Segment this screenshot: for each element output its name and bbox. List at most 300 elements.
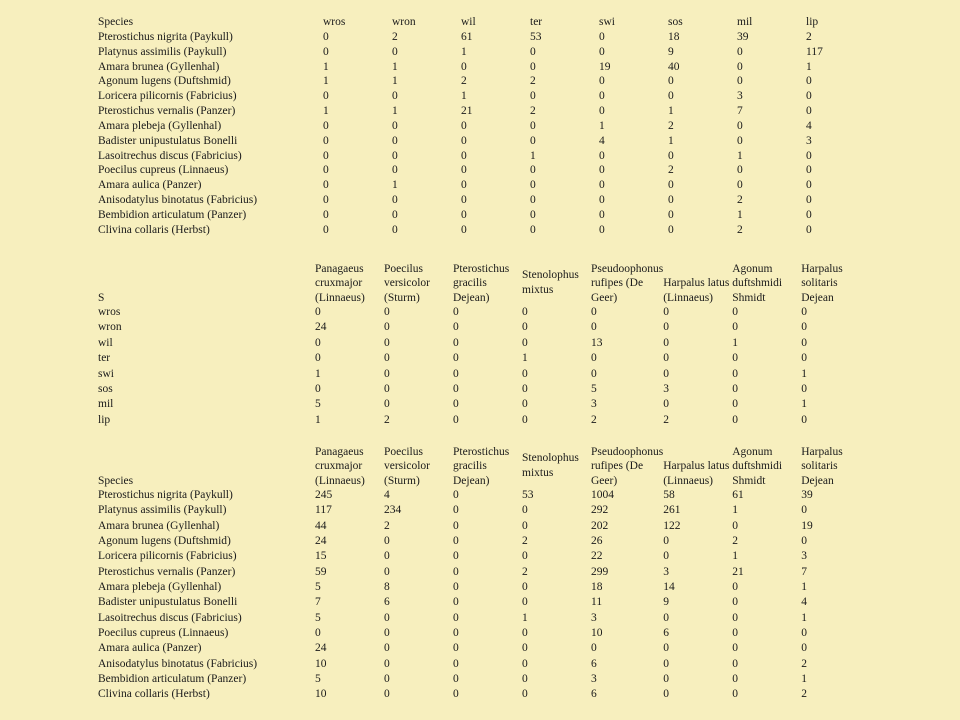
table-row — [98, 134, 846, 149]
table-cell: 0 — [801, 627, 807, 640]
table-cell: 0 — [392, 149, 398, 162]
column-header: Agonum duftshmidi Shmidt — [732, 445, 783, 487]
row-label: swi — [98, 367, 114, 380]
table-cell: 0 — [384, 398, 390, 411]
row-label: wron — [98, 321, 122, 334]
table-cell: 0 — [453, 611, 459, 624]
row-label: Amara plebeja (Gyllenhal) — [98, 581, 222, 594]
table-row — [98, 30, 846, 45]
table-cell: 21 — [461, 105, 473, 118]
table-cell: 0 — [453, 627, 459, 640]
table-cell: 1 — [392, 179, 398, 192]
table-cell: 0 — [530, 164, 536, 177]
table-cell: 0 — [453, 352, 459, 365]
table-cell: 0 — [522, 688, 528, 701]
column-header: Stenolophus mixtus — [522, 452, 579, 479]
table-row — [98, 178, 846, 193]
table-cell: 18 — [591, 581, 603, 594]
table-cell: 0 — [732, 581, 738, 594]
table-cell: 9 — [663, 596, 669, 609]
table-cell: 0 — [453, 596, 459, 609]
table-cell: 2 — [461, 75, 467, 88]
row-label: Amara brunea (Gyllenhal) — [98, 519, 220, 532]
table-cell: 3 — [663, 565, 669, 578]
table-cell: 0 — [453, 688, 459, 701]
table-cell: 0 — [461, 164, 467, 177]
table-cell: 0 — [392, 164, 398, 177]
table-cell: 0 — [461, 119, 467, 132]
table-cell: 0 — [732, 627, 738, 640]
row-label: Anisodatylus binotatus (Fabricius) — [98, 194, 258, 207]
table-row — [98, 193, 846, 208]
table-cell: 0 — [522, 383, 528, 396]
table-cell: 0 — [530, 119, 536, 132]
row-label: Agonum lugens (Duftshmid) — [98, 75, 231, 88]
table-cell: 59 — [315, 565, 327, 578]
table-cell: 0 — [453, 367, 459, 380]
row-label: Pterostichus nigrita (Paykull) — [98, 30, 233, 43]
table-cell: 0 — [599, 223, 605, 236]
table-cell: 0 — [663, 688, 669, 701]
table-row — [98, 488, 853, 503]
table-row — [98, 611, 853, 626]
column-header: Panagaeus cruxmajor (Linnaeus) — [315, 262, 365, 304]
table-cell: 0 — [732, 367, 738, 380]
table-cell: 4 — [384, 489, 390, 501]
table-cell: 0 — [737, 45, 743, 58]
table-row — [98, 657, 853, 672]
table-cell: 5 — [315, 398, 321, 411]
header-row — [98, 443, 853, 488]
table-cell: 0 — [522, 596, 528, 609]
column-header: Agonum duftshmidi Shmidt — [732, 262, 783, 304]
table-cell: 1 — [461, 45, 467, 58]
species-cooccurrence-table — [98, 443, 853, 703]
table-cell: 1 — [801, 673, 807, 686]
table-cell: 13 — [591, 336, 603, 349]
row-label: Clivina collaris (Herbst) — [98, 688, 210, 701]
table-cell: 0 — [461, 208, 467, 221]
table-cell: 11 — [591, 596, 603, 609]
row-label: Badister unipustulatus Bonelli — [98, 596, 238, 609]
table-cell: 1004 — [591, 489, 614, 501]
table-cell: 0 — [591, 367, 597, 380]
row-label: Loricera pilicornis (Fabricius) — [98, 90, 237, 103]
table-cell: 61 — [732, 489, 744, 501]
table-cell: 0 — [663, 352, 669, 365]
table-row — [98, 367, 853, 382]
table-row — [98, 208, 846, 223]
table-cell: 0 — [732, 352, 738, 365]
table-cell: 0 — [801, 413, 807, 426]
table-cell: 19 — [599, 60, 611, 73]
table-cell: 0 — [530, 208, 536, 221]
table-cell: 0 — [663, 535, 669, 548]
table-cell: 0 — [806, 208, 812, 221]
table-cell: 0 — [663, 306, 669, 318]
table-cell: 0 — [522, 336, 528, 349]
table-cell: 2 — [384, 413, 390, 426]
table-cell: 0 — [384, 642, 390, 655]
table-cell: 0 — [806, 164, 812, 177]
table-cell: 245 — [315, 489, 333, 501]
table-cell: 2 — [801, 657, 807, 670]
table-cell: 1 — [323, 60, 329, 73]
table-cell: 0 — [599, 179, 605, 192]
table-cell: 0 — [461, 179, 467, 192]
table-cell: 0 — [599, 90, 605, 103]
table-cell: 6 — [591, 688, 597, 701]
table-cell: 1 — [315, 367, 321, 380]
table-cell: 0 — [392, 45, 398, 58]
table-row — [98, 534, 853, 549]
table-cell: 0 — [315, 336, 321, 349]
row-label: Agonum lugens (Duftshmid) — [98, 535, 231, 548]
table-row — [98, 672, 853, 687]
table-cell: 0 — [315, 627, 321, 640]
column-header: wron — [392, 16, 416, 28]
table-cell: 0 — [737, 134, 743, 147]
table-cell: 24 — [315, 321, 327, 334]
table-cell: 1 — [668, 134, 674, 147]
table-cell: 0 — [315, 383, 321, 396]
table-cell: 0 — [315, 306, 321, 318]
species-site-table — [98, 15, 846, 238]
column-header: wil — [461, 16, 476, 28]
table-cell: 58 — [663, 489, 675, 501]
row-label: Amara aulica (Panzer) — [98, 642, 202, 655]
table-cell: 0 — [453, 398, 459, 411]
table-cell: 1 — [801, 367, 807, 380]
column-header: Harpalus latus (Linnaeus) — [663, 277, 730, 304]
table-cell: 0 — [530, 134, 536, 147]
table-cell: 0 — [737, 119, 743, 132]
table-cell: 19 — [801, 519, 813, 532]
table-cell: 53 — [522, 489, 534, 501]
table-cell: 0 — [384, 352, 390, 365]
table-cell: 0 — [591, 352, 597, 365]
table-row — [98, 397, 853, 412]
table-cell: 2 — [668, 164, 674, 177]
table-cell: 5 — [591, 383, 597, 396]
column-header: Pterostichus gracilis Dejean) — [453, 262, 510, 304]
row-label: Pterostichus nigrita (Paykull) — [98, 489, 233, 501]
table-cell: 2 — [522, 535, 528, 548]
table-cell: 1 — [461, 90, 467, 103]
table-cell: 0 — [522, 627, 528, 640]
table-cell: 0 — [599, 45, 605, 58]
table-cell: 0 — [732, 673, 738, 686]
table-cell: 0 — [732, 306, 738, 318]
table-cell: 0 — [663, 657, 669, 670]
table-cell: 0 — [522, 519, 528, 532]
table-cell: 0 — [453, 550, 459, 563]
table-cell: 0 — [323, 223, 329, 236]
table-cell: 1 — [522, 352, 528, 365]
table-cell: 1 — [392, 75, 398, 88]
table-row — [98, 336, 853, 351]
table-cell: 0 — [522, 504, 528, 517]
table-cell: 0 — [384, 550, 390, 563]
table-cell: 0 — [663, 642, 669, 655]
table-cell: 1 — [392, 60, 398, 73]
table-cell: 0 — [663, 367, 669, 380]
table-cell: 0 — [663, 611, 669, 624]
table-cell: 3 — [801, 550, 807, 563]
table-cell: 5 — [315, 581, 321, 594]
table-cell: 0 — [453, 673, 459, 686]
table-cell: 0 — [453, 489, 459, 501]
table-cell: 0 — [453, 535, 459, 548]
table-cell: 1 — [732, 504, 738, 517]
table-cell: 1 — [530, 149, 536, 162]
table-cell: 2 — [737, 194, 743, 207]
table-cell: 0 — [522, 321, 528, 334]
table-row — [98, 320, 853, 335]
column-header: Pterostichus gracilis Dejean) — [453, 445, 510, 487]
table-cell: 53 — [530, 30, 542, 43]
header-first-column: Species — [98, 16, 134, 28]
table-cell: 15 — [315, 550, 327, 563]
table-cell: 0 — [737, 179, 743, 192]
column-header: Stenolophus mixtus — [522, 269, 579, 296]
table-cell: 0 — [668, 194, 674, 207]
row-label: Amara brunea (Gyllenhal) — [98, 60, 220, 73]
table-cell: 0 — [392, 134, 398, 147]
table-cell: 1 — [801, 398, 807, 411]
table-cell: 40 — [668, 60, 680, 73]
table-cell: 24 — [315, 642, 327, 655]
table-cell: 0 — [522, 642, 528, 655]
row-label: sos — [98, 383, 113, 396]
table-cell: 0 — [453, 413, 459, 426]
table-cell: 0 — [384, 535, 390, 548]
table-cell: 26 — [591, 535, 603, 548]
table-cell: 1 — [801, 611, 807, 624]
table-cell: 10 — [315, 657, 327, 670]
table-cell: 0 — [461, 223, 467, 236]
table-row — [98, 580, 853, 595]
table-cell: 1 — [732, 550, 738, 563]
table-cell: 0 — [522, 673, 528, 686]
table-cell: 1 — [323, 105, 329, 118]
table-cell: 0 — [392, 119, 398, 132]
table-cell: 0 — [323, 179, 329, 192]
row-label: lip — [98, 413, 111, 426]
table-cell: 0 — [384, 688, 390, 701]
table-row — [98, 149, 846, 164]
table-cell: 0 — [461, 149, 467, 162]
table-cell: 0 — [461, 194, 467, 207]
row-label: wil — [98, 336, 113, 349]
table-cell: 5 — [315, 611, 321, 624]
row-label: Loricera pilicornis (Fabricius) — [98, 550, 237, 563]
table-cell: 3 — [591, 398, 597, 411]
column-header: swi — [599, 16, 615, 28]
table-cell: 8 — [384, 581, 390, 594]
table-cell: 0 — [801, 321, 807, 334]
table-cell: 0 — [663, 398, 669, 411]
table-cell: 261 — [663, 504, 681, 517]
table-cell: 0 — [806, 75, 812, 88]
table-cell: 1 — [806, 60, 812, 73]
table-cell: 2 — [522, 565, 528, 578]
table-cell: 2 — [392, 30, 398, 43]
row-label: Platynus assimilis (Paykull) — [98, 45, 227, 58]
row-label: Lasoitrechus discus (Fabricius) — [98, 149, 242, 162]
table-cell: 0 — [599, 164, 605, 177]
table-cell: 0 — [801, 383, 807, 396]
table-cell: 0 — [732, 383, 738, 396]
table-cell: 0 — [806, 179, 812, 192]
table-cell: 6 — [384, 596, 390, 609]
table-cell: 0 — [599, 75, 605, 88]
table-cell: 1 — [668, 105, 674, 118]
row-label: mil — [98, 398, 114, 411]
table-row — [98, 163, 846, 178]
column-header: mil — [737, 16, 753, 28]
table-cell: 3 — [591, 673, 597, 686]
table-cell: 122 — [663, 519, 681, 532]
table-cell: 0 — [801, 642, 807, 655]
table-cell: 0 — [732, 642, 738, 655]
table-cell: 0 — [806, 105, 812, 118]
table-cell: 0 — [453, 321, 459, 334]
species-cooccurrence-table-body — [98, 443, 853, 703]
table-cell: 0 — [801, 336, 807, 349]
table-row — [98, 413, 853, 428]
table-cell: 0 — [522, 581, 528, 594]
table-cell: 1 — [522, 611, 528, 624]
table-cell: 22 — [591, 550, 603, 563]
table-cell: 0 — [522, 398, 528, 411]
table-cell: 0 — [801, 504, 807, 517]
table-cell: 0 — [522, 657, 528, 670]
site-species-table-body — [98, 260, 853, 428]
table-cell: 0 — [668, 75, 674, 88]
row-label: Amara aulica (Panzer) — [98, 179, 202, 192]
table-row — [98, 45, 846, 60]
table-row — [98, 519, 853, 534]
table-cell: 2 — [591, 413, 597, 426]
table-cell: 4 — [806, 119, 812, 132]
table-cell: 21 — [732, 565, 744, 578]
table-row — [98, 626, 853, 641]
table-cell: 0 — [522, 367, 528, 380]
row-label: Anisodatylus binotatus (Fabricius) — [98, 657, 258, 670]
table-cell: 0 — [732, 519, 738, 532]
table-cell: 0 — [323, 90, 329, 103]
table-cell: 0 — [392, 208, 398, 221]
table-row — [98, 60, 846, 75]
table-cell: 61 — [461, 30, 473, 43]
table-cell: 4 — [801, 596, 807, 609]
table-cell: 1 — [323, 75, 329, 88]
table-cell: 0 — [453, 565, 459, 578]
column-header: Poecilus versicolor (Sturm) — [384, 445, 430, 487]
table-row — [98, 104, 846, 119]
table-row — [98, 382, 853, 397]
header-row — [98, 15, 846, 30]
table-cell: 0 — [315, 352, 321, 365]
table-cell: 0 — [737, 164, 743, 177]
table-cell: 0 — [453, 581, 459, 594]
column-header: Panagaeus cruxmajor (Linnaeus) — [315, 445, 365, 487]
table-cell: 10 — [591, 627, 603, 640]
table-cell: 0 — [530, 223, 536, 236]
table-cell: 0 — [801, 535, 807, 548]
table-cell: 6 — [663, 627, 669, 640]
table-cell: 0 — [453, 657, 459, 670]
row-label: Platynus assimilis (Paykull) — [98, 504, 227, 517]
row-label: Pterostichus vernalis (Panzer) — [98, 565, 236, 578]
column-header: ter — [530, 16, 543, 28]
table-cell: 0 — [522, 550, 528, 563]
table-cell: 0 — [599, 30, 605, 43]
table-cell: 1 — [732, 336, 738, 349]
row-label: Pterostichus vernalis (Panzer) — [98, 105, 236, 118]
table-cell: 0 — [392, 194, 398, 207]
column-header: Pseudoophonus rufipes (De Geer) — [591, 445, 664, 487]
table-cell: 202 — [591, 519, 609, 532]
table-cell: 0 — [530, 60, 536, 73]
column-header: lip — [806, 16, 819, 28]
table-cell: 0 — [591, 306, 597, 318]
table-cell: 0 — [806, 149, 812, 162]
table-cell: 2 — [806, 30, 812, 43]
table-cell: 0 — [668, 90, 674, 103]
table-cell: 0 — [732, 688, 738, 701]
table-cell: 0 — [599, 149, 605, 162]
table-cell: 0 — [732, 657, 738, 670]
row-label: Bembidion articulatum (Panzer) — [98, 208, 247, 221]
table-cell: 0 — [384, 306, 390, 318]
table-row — [98, 89, 846, 104]
table-cell: 0 — [384, 627, 390, 640]
table-cell: 0 — [461, 60, 467, 73]
header-first-column: Species — [98, 474, 134, 487]
table-cell: 0 — [323, 134, 329, 147]
row-label: Lasoitrechus discus (Fabricius) — [98, 611, 242, 624]
table-cell: 0 — [453, 642, 459, 655]
table-cell: 0 — [806, 90, 812, 103]
table-cell: 2 — [668, 119, 674, 132]
table-cell: 4 — [599, 134, 605, 147]
table-cell: 0 — [599, 194, 605, 207]
table-cell: 9 — [668, 45, 674, 58]
table-cell: 1 — [737, 208, 743, 221]
table-cell: 0 — [530, 45, 536, 58]
table-cell: 0 — [732, 398, 738, 411]
column-header: Harpalus solitaris Dejean — [801, 445, 843, 487]
table-cell: 0 — [323, 164, 329, 177]
row-label: Poecilus cupreus (Linnaeus) — [98, 627, 229, 640]
table-cell: 18 — [668, 30, 680, 43]
table-cell: 0 — [522, 413, 528, 426]
table-cell: 292 — [591, 504, 609, 517]
table-cell: 0 — [392, 223, 398, 236]
table-cell: 44 — [315, 519, 327, 532]
table-cell: 0 — [806, 194, 812, 207]
table-cell: 2 — [663, 413, 669, 426]
site-species-table — [98, 260, 853, 428]
table-cell: 0 — [392, 90, 398, 103]
table-cell: 0 — [732, 321, 738, 334]
table-cell: 0 — [530, 90, 536, 103]
column-header: Harpalus solitaris Dejean — [801, 262, 843, 304]
table-cell: 0 — [668, 179, 674, 192]
column-header: Harpalus latus (Linnaeus) — [663, 460, 730, 487]
